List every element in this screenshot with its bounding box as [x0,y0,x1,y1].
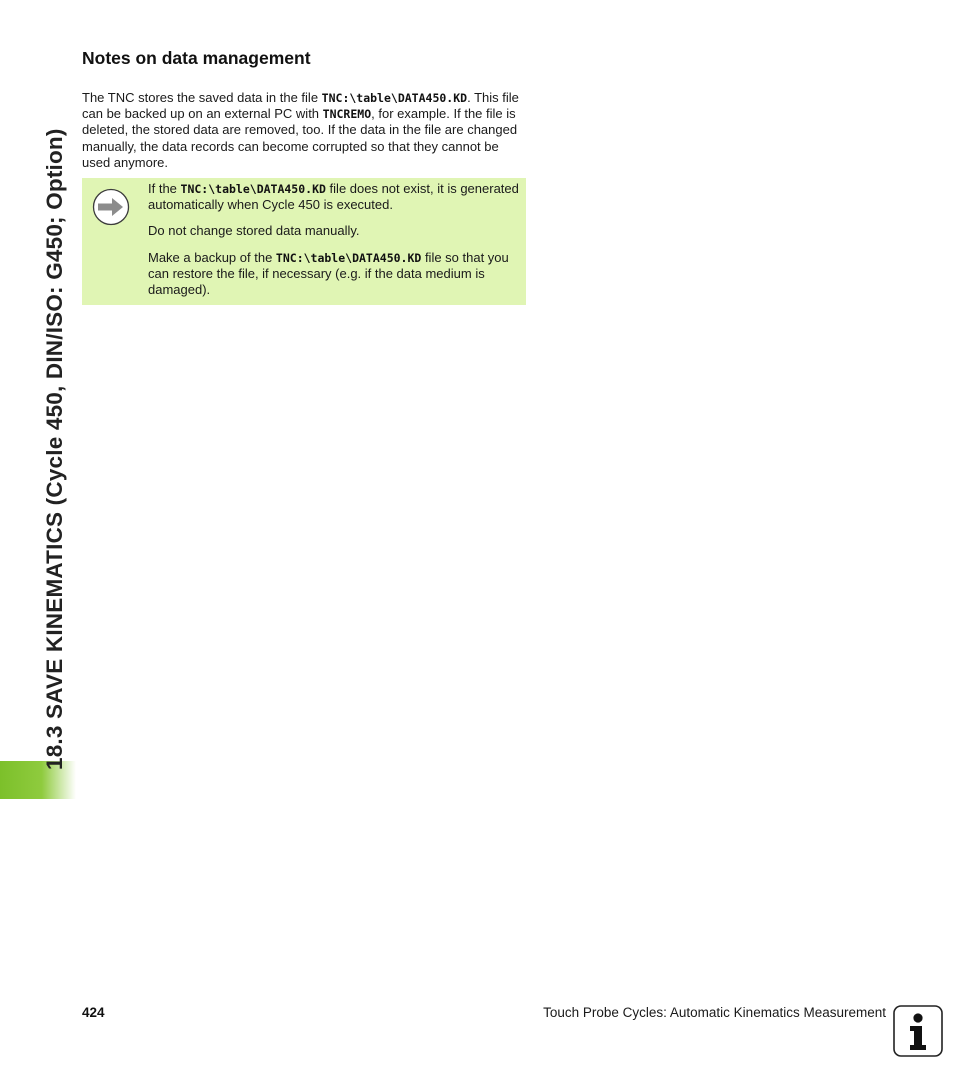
chapter-title: 18.3 SAVE KINEMATICS (Cycle 450, DIN/ISO: G450; Option) [42,128,67,770]
note-text [148,181,520,308]
main-content [82,48,526,171]
body-text-3: , for example. If the file is deleted, the stored data are removed, too. If the data in the file are changed manually, the data records can become corrupted so that they cannot be used anymore. [82,106,518,170]
section-heading: Notes on data management [82,48,311,68]
note-item-2: Do not change stored data manually. [148,223,360,239]
body-text-1: The TNC stores the saved data in the file [82,90,322,105]
note-item-3 [148,250,520,299]
book-title: Touch Probe Cycles: Automatic Kinematics Measurement [543,1005,886,1020]
note-item-1 [148,181,520,213]
note-item-1-code: TNC:\table\DATA450.KD [180,182,326,196]
file-path-code: TNC:\table\DATA450.KD [321,91,468,105]
note-box [82,178,526,305]
body-paragraph [82,90,526,171]
arrow-right-icon [92,188,130,226]
note-item-3-text-b: file so that you can restore the file, if necessary (e.g. if the data medium is damaged). [148,249,509,298]
note-item-1-text-a: If the [148,181,181,196]
note-item-3-code: TNC:\table\DATA450.KD [275,250,422,265]
note-item-3-text-a: Make a backup of the [148,249,276,265]
software-name-code: TNCREMO [322,107,372,122]
info-icon[interactable] [893,1005,943,1057]
note-item-1-text-b: file does not exist, it is generated automatically when Cycle 450 is executed. [148,181,519,213]
page-number: 424 [82,1005,105,1020]
body-text-2: . This file can be backed up on an external PC with [82,90,519,122]
